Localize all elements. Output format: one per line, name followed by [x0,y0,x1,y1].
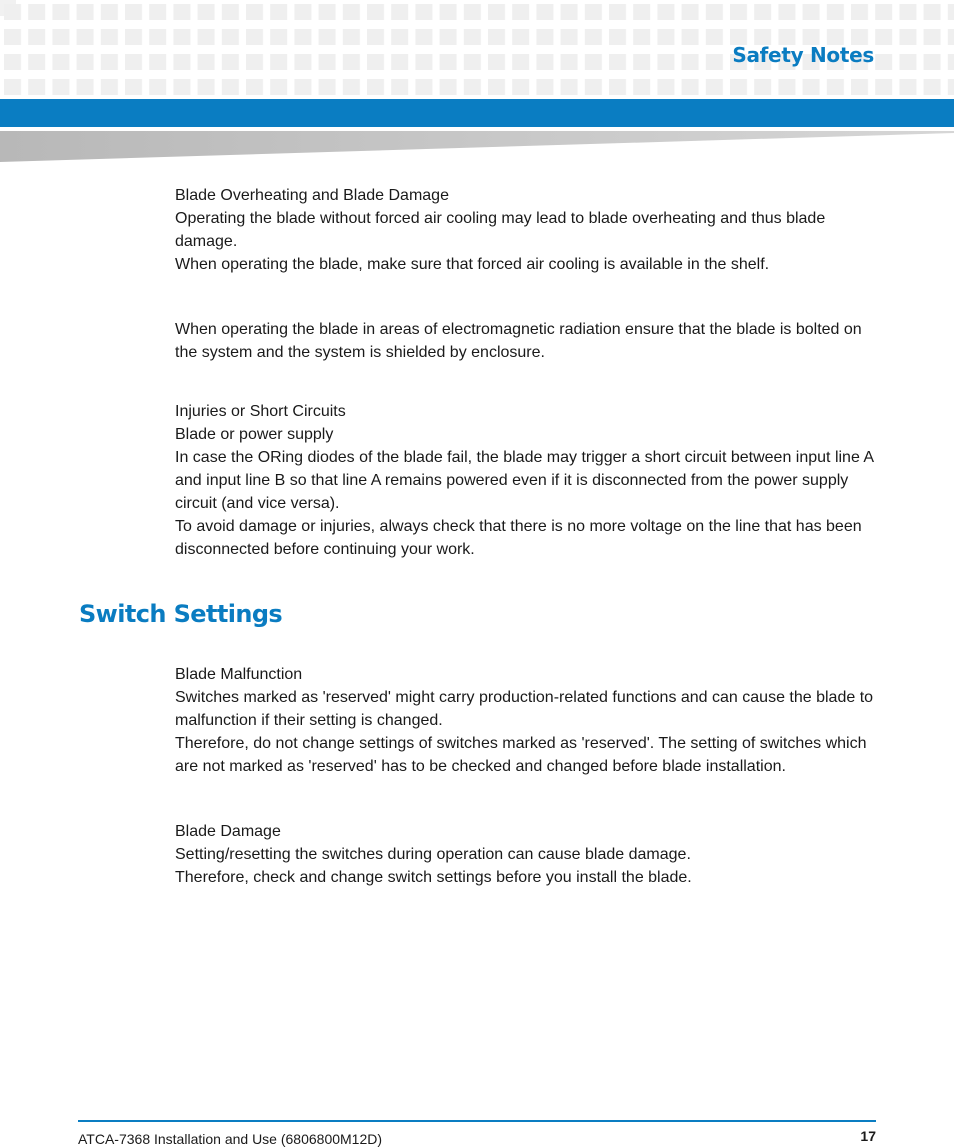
heading-switch-settings: Switch Settings [79,600,283,628]
note-title: Injuries or Short Circuits [175,403,346,420]
note-text: To avoid damage or injuries, always check that there is no more voltage on the line that has been disconnected before continuing your work. [175,518,862,558]
note-text: Therefore, do not change settings of switches marked as 'reserved'. The setting of switches which are not marked as 'reserved' has to be checked and changed before blade installation. [175,735,867,775]
note-injuries-short-circuits [175,400,875,561]
note-electromagnetic [175,318,875,364]
note-text: Therefore, check and change switch settings before you install the blade. [175,869,692,886]
note-text: When operating the blade in areas of electromagnetic radiation ensure that the blade is bolted on the system and the system is shielded by enclosure. [175,321,862,361]
footer-doc-title: ATCA-7368 Installation and Use (6806800M12D) [78,1131,383,1147]
note-text: Switches marked as 'reserved' might carry production-related functions and can cause the blade to malfunction if their setting is changed. [175,689,874,729]
note-text: Operating the blade without forced air cooling may lead to blade overheating and thus blade damage. [175,210,826,250]
note-blade-damage [175,820,875,889]
note-subtitle: Blade or power supply [175,426,334,443]
note-blade-overheating [175,184,875,276]
header-blue-band [0,99,954,127]
header-grey-wedge [0,131,954,163]
note-title: Blade Malfunction [175,666,303,683]
section-title: Safety Notes [732,43,874,67]
note-title: Blade Damage [175,823,281,840]
note-title: Blade Overheating and Blade Damage [175,187,449,204]
note-blade-malfunction [175,663,875,778]
footer-rule [78,1120,876,1122]
note-text: Setting/resetting the switches during operation can cause blade damage. [175,846,691,863]
footer-page-number: 17 [860,1128,876,1144]
note-text: When operating the blade, make sure that forced air cooling is available in the shelf. [175,256,770,273]
note-text: In case the ORing diodes of the blade fail, the blade may trigger a short circuit between input line A and input line B so that line A remains powered even if it is disconnected from the power supply circuit (and vice versa). [175,449,874,512]
